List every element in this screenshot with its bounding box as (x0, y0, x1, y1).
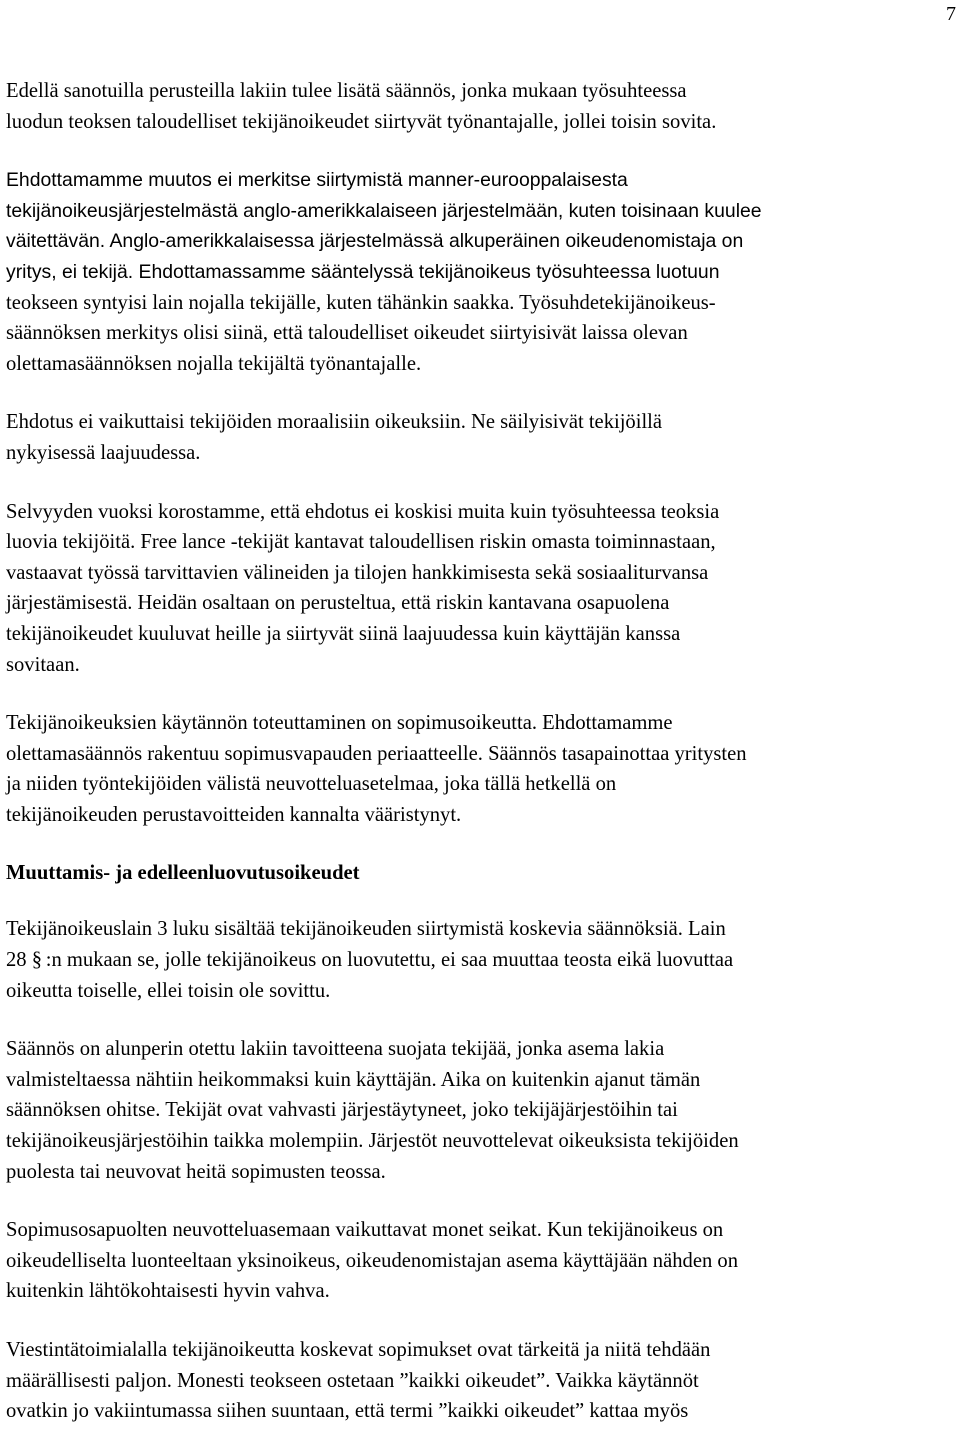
text-line: vastaavat työssä tarvittavien välineiden ja tilojen hankkimisesta sekä sosiaaliturvansa (6, 561, 709, 584)
text-line: yritys, ei tekijä. Ehdottamassamme sääntelyssä tekijänoikeus työsuhteessa luotuun (6, 260, 720, 283)
text-line: oikeutta toiselle, ellei toisin ole sovittu. (6, 979, 331, 1002)
text-line: nykyisessä laajuudessa. (6, 441, 201, 464)
text-line: oikeudelliselta luonteeltaan yksinoikeus, oikeudenomistajan asema käyttäjään nähden on (6, 1249, 739, 1272)
text-line: olettamasäännös rakentuu sopimusvapauden periaatteelle. Säännös tasapainottaa yritysten (6, 742, 747, 765)
text-line: Sopimusosapuolten neuvotteluasemaan vaikuttavat monet seikat. Kun tekijänoikeus on (6, 1219, 724, 1242)
paragraph-5 (6, 708, 958, 830)
text-line: kuitenkin lähtökohtaisesti hyvin vahva. (6, 1280, 330, 1303)
paragraph-3 (6, 407, 958, 468)
text-line: luovia tekijöitä. Free lance -tekijät kantavat taloudellisen riskin omasta toiminnastaan, (6, 531, 716, 554)
paragraph-7 (6, 1034, 958, 1187)
text-line: luodun teoksen taloudelliset tekijänoikeudet siirtyvät työnantajalle, jollei toisin sovita. (6, 110, 717, 133)
text-line: tekijänoikeusjärjestelmästä anglo-amerikkalaiseen järjestelmään, kuten toisinaan kuulee (6, 199, 762, 222)
text-line: sovitaan. (6, 653, 80, 676)
text-line: Selvyyden vuoksi korostamme, että ehdotus ei koskisi muita kuin työsuhteessa teoksia (6, 500, 720, 523)
text-fragment: :n mukaan se, jolle tekijänoikeus on luovutettu, ei saa muuttaa teosta eikä luovuttaa (45, 949, 734, 972)
text-line: Säännös on alunperin otettu lakiin tavoitteena suojata tekijää, jonka asema lakia (6, 1038, 665, 1061)
text-line: Viestintätoimialalla tekijänoikeutta koskevat sopimukset ovat tärkeitä ja niitä tehdään (6, 1339, 711, 1361)
text-line: Tekijänoikeuksien käytännön toteuttaminen on sopimusoikeutta. Ehdottamamme (6, 712, 673, 735)
text-line: Edellä sanotuilla perusteilla lakiin tulee lisätä säännös, jonka mukaan työsuhteessa (6, 80, 687, 102)
paragraph-2 (6, 165, 958, 379)
text-line: tekijänoikeuden perustavoitteiden kannalta vääristynyt. (6, 803, 462, 826)
text-line: säännöksen merkitys olisi siinä, että taloudelliset oikeudet siirtyisivät laissa olevan (6, 322, 688, 345)
text-line: valmisteltaessa nähtiin heikommaksi kuin käyttäjän. Aika on kuitenkin ajanut tämän (6, 1068, 701, 1091)
text-line: teokseen syntyisi lain nojalla tekijälle, kuten tähänkin saakka. Työsuhdetekijänoikeus- (6, 291, 716, 314)
text-line: puolesta tai neuvovat heitä sopimusten teossa. (6, 1160, 386, 1183)
text-line (6, 945, 958, 976)
paragraph-9 (6, 1335, 958, 1427)
section-symbol: § (31, 949, 43, 972)
page-number: 7 (946, 3, 956, 25)
text-line: järjestämisestä. Heidän osaltaan on perusteltua, että riskin kantavana osapuolena (6, 592, 670, 615)
text-line: väitettävän. Anglo-amerikkalaisessa järjestelmässä alkuperäinen oikeudenomistaja on (6, 230, 744, 253)
text-line: tekijänoikeudet kuuluvat heille ja siirtyvät siinä laajuudessa kuin käyttäjän kanssa (6, 622, 681, 645)
text-line: Tekijänoikeuslain 3 luku sisältää tekijänoikeuden siirtymistä koskevia säännöksiä. Lain (6, 918, 726, 941)
text-line: Ehdotus ei vaikuttaisi tekijöiden moraalisiin oikeuksiin. Ne säilyisivät tekijöillä (6, 411, 663, 434)
paragraph-8 (6, 1215, 958, 1307)
text-line: tekijänoikeusjärjestöihin taikka molempiin. Järjestöt neuvottelevat oikeuksista tekijöiden (6, 1130, 739, 1153)
paragraph-1 (6, 76, 958, 137)
text-line: ovatkin jo vakiintumassa siihen suuntaan, että termi ”kaikki oikeudet” kattaa myös (6, 1400, 689, 1423)
text-line: ja niiden työntekijöiden välistä neuvotteluasetelmaa, joka tällä hetkellä on (6, 773, 617, 796)
text-fragment: 28 (6, 949, 27, 972)
paragraph-4 (6, 497, 958, 681)
document-body (6, 76, 958, 1455)
text-line: Ehdottamamme muutos ei merkitse siirtymistä manner-eurooppalaisesta (6, 169, 628, 192)
paragraph-6 (6, 914, 958, 1006)
text-line: määrällisesti paljon. Monesti teokseen ostetaan ”kaikki oikeudet”. Vaikka käytännöt (6, 1369, 699, 1392)
section-heading: Muuttamis- ja edelleenluovutusoikeudet (6, 862, 360, 885)
text-line: säännöksen ohitse. Tekijät ovat vahvasti järjestäytyneet, joko tekijäjärjestöihin tai (6, 1099, 678, 1122)
text-line: olettamasäännöksen nojalla tekijältä työnantajalle. (6, 352, 422, 375)
